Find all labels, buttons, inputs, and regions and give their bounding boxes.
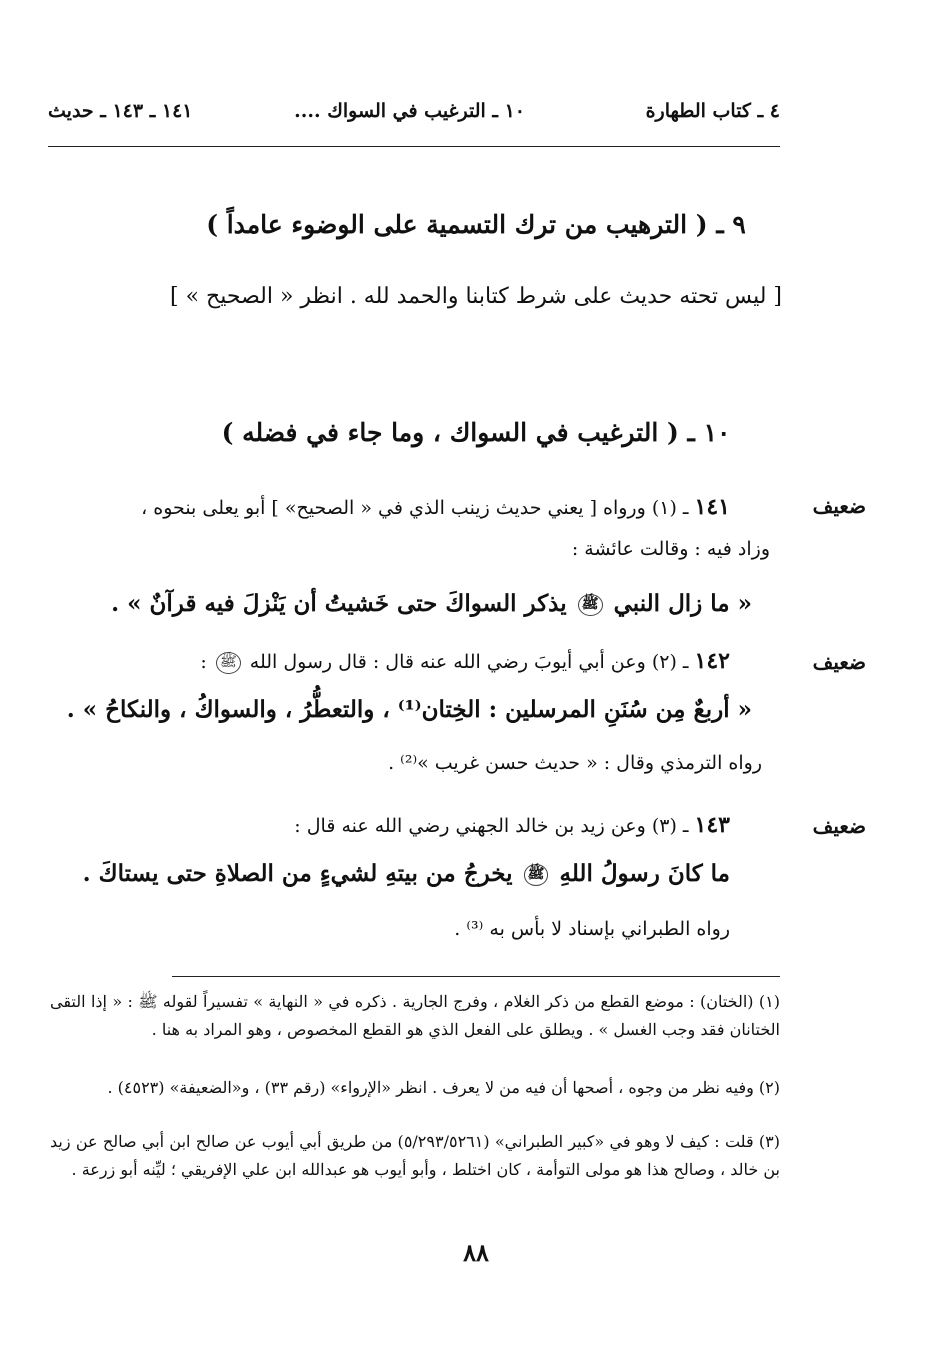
chapter-10-title: ١٠ ـ ( الترغيب في السواك ، وما جاء في فضله ) xyxy=(221,418,731,447)
page-number: ٨٨ xyxy=(463,1238,489,1267)
hadith-143-number: ١٤٣ xyxy=(694,812,730,838)
hadith-143-line1: ـ (٣) وعن زيد بن خالد الجهني رضي الله عنه قال : xyxy=(294,815,689,837)
header-chapter: ٤ ـ كتاب الطهارة xyxy=(645,100,780,122)
running-header xyxy=(48,100,780,132)
salawat-icon: ﷺ xyxy=(578,594,603,616)
hadith-142-intro xyxy=(200,648,730,674)
hadith-141-number: ١٤١ xyxy=(694,494,730,520)
hadith-143-grade: ضعيف xyxy=(812,814,866,838)
footnote-2: (٢) وفيه نظر من وجوه ، أصحها أن فيه من لا يعرف . انظر «الإرواء» (رقم ٣٣) ، و«الضعيفة» (٤٥٢٣) . xyxy=(107,1078,780,1097)
footnote-3: (٣) قلت : كيف لا وهو في «كبير الطبراني» (٥/٢٩٣/٥٢٦١) من طريق أبي أيوب عن صالح ابن أبي صالح عن زيد بن خالد ، وصالح هذا هو مولى التوأمة ، كان اختلط ، وأبو أيوب هو عبدالله ابن علي الإفريقي ؛ ليِّنه أبو زرعة . xyxy=(50,1132,780,1179)
header-section: ١٠ ـ الترغيب في السواك .... xyxy=(294,100,525,122)
hadith-143-text-b: يخرجُ من بيتهِ لشيءٍ من الصلاةِ حتى يستاكَ . xyxy=(82,860,513,887)
hadith-141-line2: وزاد فيه : وقالت عائشة : xyxy=(571,538,770,560)
hadith-143-source: رواه الطبراني بإسناد لا بأس به ⁽³⁾ . xyxy=(454,918,730,940)
header-divider xyxy=(48,146,780,147)
hadith-141-line1: ـ (١) ورواه [ يعني حديث زينب الذي في « الصحيح» ] أبو يعلى بنحوه ، xyxy=(141,497,689,519)
hadith-142-text: « أربعٌ مِن سُنَنِ المرسلين : الخِتان⁽¹⁾ ، والتعطُّرُ ، والسواكُ ، والنكاحُ » . xyxy=(66,696,752,723)
hadith-142-grade: ضعيف xyxy=(812,650,866,674)
hadith-142-source: رواه الترمذي وقال : « حديث حسن غريب »⁽²⁾ . xyxy=(388,752,762,774)
hadith-141-text-b: يذكر السواكَ حتى خَشيتُ أن يَنْزلَ فيه قرآنٌ » . xyxy=(111,590,567,617)
hadith-143-text xyxy=(83,860,730,887)
salawat-icon: ﷺ xyxy=(524,864,549,886)
hadith-143-text-a: ما كانَ رسولُ اللهِ xyxy=(559,860,730,887)
hadith-143-intro xyxy=(294,812,730,838)
hadith-141-text-a: « ما زال النبي xyxy=(613,590,752,617)
hadith-142-number: ١٤٢ xyxy=(694,648,730,674)
salawat-icon: ﷺ xyxy=(216,652,241,674)
chapter-9-note: [ ليس تحته حديث على شرط كتابنا والحمد لله . انظر « الصحيح » ] xyxy=(170,284,782,309)
chapter-9-title: ٩ ـ ( الترهيب من ترك التسمية على الوضوء عامداً ) xyxy=(206,210,746,239)
footnote-divider xyxy=(172,976,780,977)
header-hadith-range: ١٤١ ـ ١٤٣ ـ حديث xyxy=(48,100,193,122)
hadith-141-intro xyxy=(141,494,730,520)
hadith-141-text xyxy=(111,590,752,617)
hadith-142-line1a: ـ (٢) وعن أبي أيوبَ رضي الله عنه قال : قال رسول الله xyxy=(249,651,689,673)
footnote-1: (١) (الختان) : موضع القطع من ذكر الغلام ، وفرج الجارية . ذكره في « النهاية » تفسيراً لقوله ﷺ : « إذا التقى الختانان فقد وجب الغسل » . ويطلق على الفعل الذي هو القطع المخصوص ، وهو المراد به هنا . xyxy=(50,992,781,1039)
hadith-141-grade: ضعيف xyxy=(812,494,866,518)
hadith-142-line1b: : xyxy=(200,651,207,673)
